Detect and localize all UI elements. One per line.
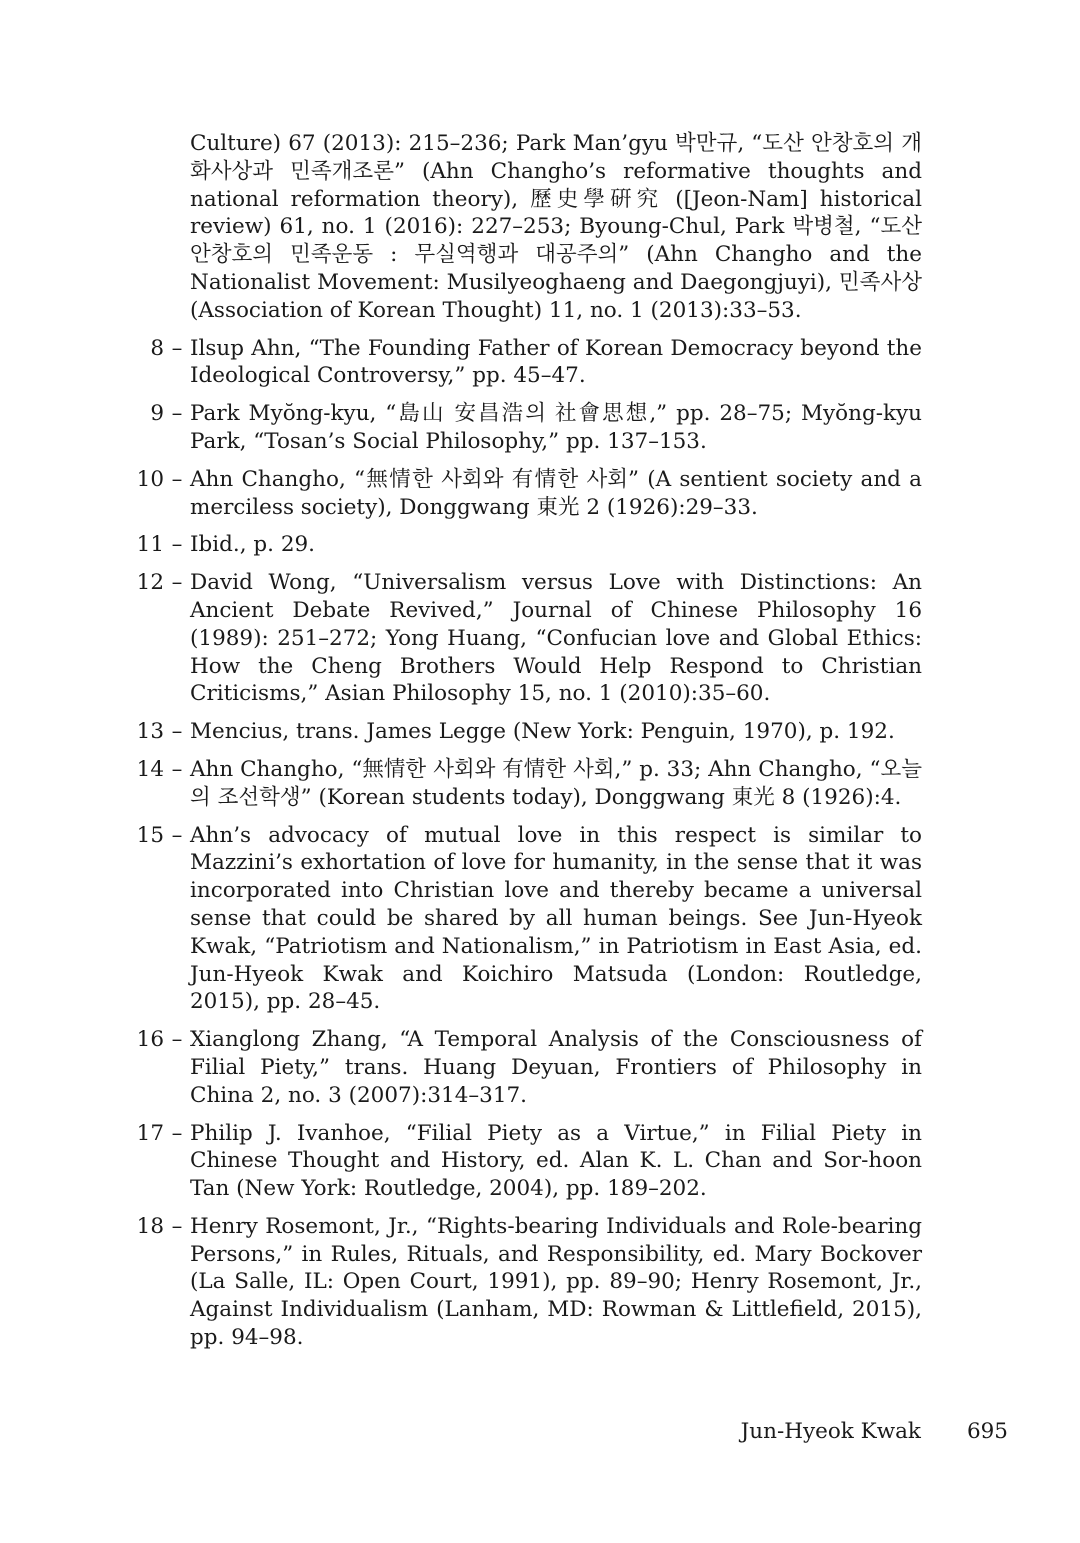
note-text: Mencius, trans. James Legge (New York: Penguin, 1970), p. 192. [190,719,895,745]
note-dash: – [171,756,183,782]
note-number: 12 [136,570,164,596]
endnote [118,400,922,456]
note-number: 14 [136,756,164,782]
note-text: Culture) 67 (2013): 215–236; Park Man’gyu 박만규, “도산 안창호의 개화사상과 민족개조론” (Ahn Changho’s reformative thoughts and national reformation theory), 歷史學硏究 ([Jeon-Nam] historical review) 61, no. 1 (2016): 227–253; Byoung-Chul, Park 박병철, “도산 안창호의 민족운동 : 무실역행과 대공주의” (Ahn Changho and the Nationalist Movement: Musilyeoghaeng and Daegongjuyi), 민족사상 (Association of Korean Thought) 11, no. 1 (2013):33–53. [190,131,922,323]
note-text: Ahn Changho, “無情한 사회와 有情한 사회” (A sentient society and a merciless society), Donggwang 東光 2 (1926):29–33. [190,466,922,520]
note-text: Henry Rosemont, Jr., “Rights-bearing Individuals and Role-bearing Persons,” in Rules, Rituals, and Responsibility, ed. Mary Bockover (La Salle, IL: Open Court, 1991), pp. 89–90; Henry Rosemont, Jr., Against Individualism (Lanham, MD: Rowman & Littlefield, 2015), pp. 94–98. [190,1213,922,1351]
note-dash: – [171,719,183,745]
note-dash: – [171,1120,183,1146]
note-number: 16 [136,1027,164,1053]
note-text: David Wong, “Universalism versus Love with Distinctions: An Ancient Debate Revived,” Journal of Chinese Philosophy 16 (1989): 251–272; Yong Huang, “Confucian love and Global Ethics: How the Cheng Brothers Would Help Respond to Christian Criticisms,” Asian Philosophy 15, no. 1 (2010):35–60. [190,570,922,707]
endnote [118,531,922,559]
note-dash: – [171,822,183,848]
running-footer-author: Jun-Hyeok Kwak [740,1419,921,1444]
note-number: 18 [136,1213,164,1239]
note-number: 15 [136,822,164,848]
endnote [118,1213,922,1352]
note-text: Ahn’s advocacy of mutual love in this respect is similar to Mazzini’s exhortation of love for humanity, in the sense that it was incorporated into Christian love and thereby became a universal sense that could be shared by all human beings. See Jun-Hyeok Kwak, “Patriotism and Nationalism,” in Patriotism in East Asia, ed. Jun-Hyeok Kwak and Koichiro Matsuda (London: Routledge, 2015), pp. 28–45. [190,822,922,1015]
endnote [118,822,922,1017]
note-text: Ibid., p. 29. [190,532,316,558]
endnote [118,756,922,812]
note-text: Ilsup Ahn, “The Founding Father of Korean Democracy beyond the Ideological Controversy,” pp. 45–47. [190,335,922,389]
endnote [118,718,922,746]
note-dash: – [171,466,183,492]
endnote [118,569,922,708]
note-dash: – [171,532,183,558]
endnote [118,335,922,391]
note-number: 8 [150,335,164,361]
note-number: 11 [136,532,164,558]
note-number: 10 [136,466,164,492]
note-text: Ahn Changho, “無情한 사회와 有情한 사회,” p. 33; Ahn Changho, “오늘의 조선학생” (Korean students today), Donggwang 東光 8 (1926):4. [190,756,922,810]
note-text: Xianglong Zhang, “A Temporal Analysis of the Consciousness of Filial Piety,” trans. Huang Deyuan, Frontiers of Philosophy in China 2, no. 3 (2007):314–317. [190,1027,922,1108]
note-number: 13 [136,719,164,745]
note-dash: – [171,1213,183,1239]
note-number: 9 [150,401,164,427]
note-dash: – [171,570,183,596]
endnotes-list [118,130,922,1362]
note-number: 17 [136,1120,164,1146]
endnote [118,130,922,325]
note-dash: – [171,335,183,361]
note-dash: – [171,1027,183,1053]
page-footer [741,1418,1008,1446]
endnote [118,1026,922,1109]
endnote [118,466,922,522]
note-text: Philip J. Ivanhoe, “Filial Piety as a Virtue,” in Filial Piety in Chinese Thought and History, ed. Alan K. L. Chan and Sor-hoon Tan (New York: Routledge, 2004), pp. 189–202. [190,1120,922,1202]
note-text: Park Myŏng-kyu, “島山 安昌浩의 社會思想,” pp. 28–75; Myŏng-kyu Park, “Tosan’s Social Philosophy,” pp. 137–153. [190,401,922,454]
endnote [118,1120,922,1203]
page-number: 695 [966,1419,1008,1444]
note-dash: – [171,401,183,427]
